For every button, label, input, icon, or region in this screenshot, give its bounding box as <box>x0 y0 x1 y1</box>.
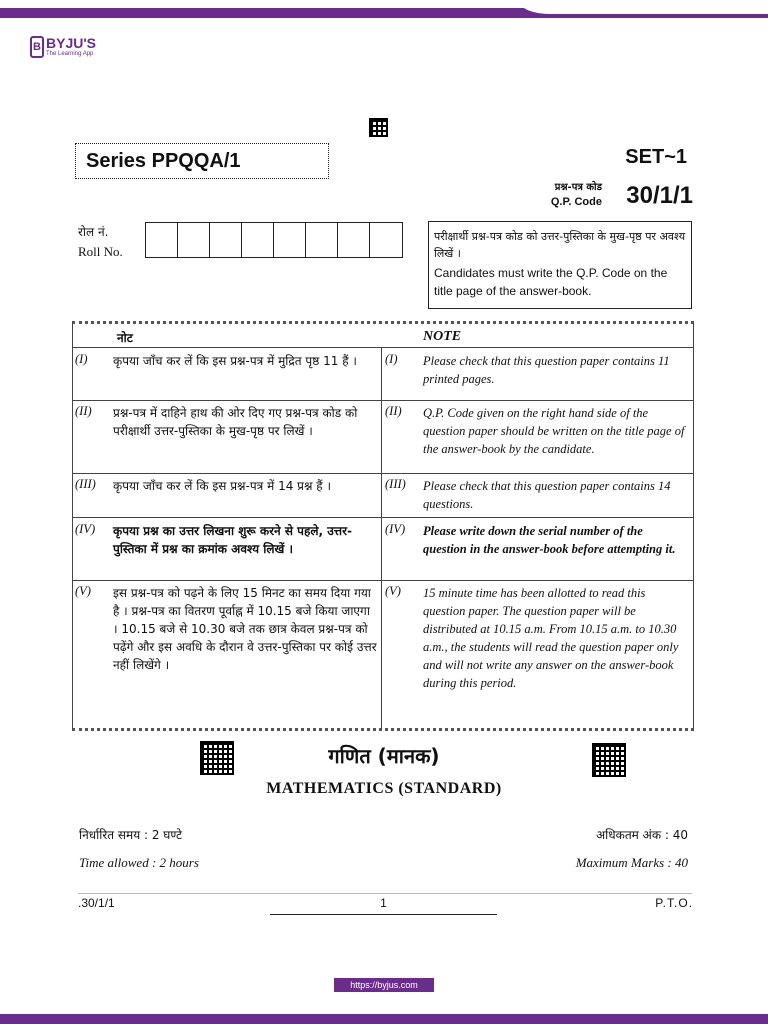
note-english: Please check that this question paper contains 11 printed pages. <box>423 354 670 386</box>
note-num: (IV) <box>75 522 96 536</box>
pto-label: P.T.O. <box>655 896 693 910</box>
roll-label-english: Roll No. <box>78 244 123 259</box>
instruction-hindi: परीक्षार्थी प्रश्न-पत्र कोड को उत्तर-पुस्तिका के मुख-पृष्ठ पर अवश्य लिखें । <box>434 230 686 260</box>
row-divider <box>73 400 693 401</box>
instruction-english: Candidates must write the Q.P. Code on the title page of the answer-book. <box>434 266 668 298</box>
roll-digit-box[interactable] <box>178 223 210 257</box>
note-english: Q.P. Code given on the right hand side of the question paper should be written on the title page of the answer-book by the candidate. <box>423 406 685 456</box>
qr-code-icon <box>369 118 388 137</box>
roll-digit-box[interactable] <box>370 223 402 257</box>
roll-digit-box[interactable] <box>274 223 306 257</box>
note-hindi: इस प्रश्न-पत्र को पढ़ने के लिए 15 मिनट का समय दिया गया है । प्रश्न-पत्र का वितरण पूर्वाह्न में 10.15 बजे किया जाएगा । 10.15 बजे से 10.30 बजे तक छात्र केवल प्रश्न-पत्र को पढ़ेंगे और इस अवधि के दौरान वे उत्तर-पुस्तिका पर कोई उत्तर नहीं लिखेंगे । <box>113 586 377 672</box>
note-num: (IV) <box>385 522 406 536</box>
logo-mark-icon: B <box>30 36 44 58</box>
note-hindi: कृपया जाँच कर लें कि इस प्रश्न-पत्र में 14 प्रश्न हैं । <box>113 479 332 493</box>
roll-label-hindi: रोल नं. <box>78 225 109 239</box>
note-hindi: कृपया जाँच कर लें कि इस प्रश्न-पत्र में मुद्रित पृष्ठ 11 हैं । <box>113 354 357 368</box>
roll-digit-box[interactable] <box>242 223 274 257</box>
row-divider <box>73 580 693 581</box>
qp-code-instruction-box <box>428 221 692 309</box>
qp-code-label-english: Q.P. Code <box>550 196 602 208</box>
set-label: SET~1 <box>625 146 687 168</box>
notes-table <box>72 321 694 731</box>
note-heading-hindi: नोट <box>117 331 133 345</box>
note-hindi: प्रश्न-पत्र में दाहिने हाथ की ओर दिए गए प्रश्न-पत्र कोड को परीक्षार्थी उत्तर-पुस्तिका के मुख-पृष्ठ पर लिखें । <box>113 406 358 438</box>
logo-tagline: The Learning App <box>46 51 94 57</box>
row-divider <box>73 347 693 348</box>
qp-code-label-hindi: प्रश्न-पत्र कोड <box>554 182 602 193</box>
note-hindi: कृपया प्रश्न का उत्तर लिखना शुरू करने से पहले, उत्तर-पुस्तिका में प्रश्न का क्रमांक अवश्य लिखें । <box>113 524 352 556</box>
time-allowed <box>79 822 199 876</box>
top-brand-band <box>0 0 768 20</box>
footer-rule <box>78 893 692 894</box>
roll-number-boxes[interactable] <box>145 222 403 258</box>
time-allowed-hindi: निर्धारित समय : 2 घण्टे <box>79 828 183 842</box>
qp-code-value: 30/1/1 <box>626 182 693 209</box>
subject-title-hindi: गणित (मानक) <box>328 744 440 768</box>
page-number: 1 <box>270 896 497 915</box>
roll-digit-box[interactable] <box>146 223 178 257</box>
logo-brand-name: BYJU'S <box>46 35 97 51</box>
roll-digit-box[interactable] <box>306 223 338 257</box>
maximum-marks-english: Maximum Marks : 40 <box>575 855 688 870</box>
note-num: (I) <box>385 352 398 366</box>
note-english: Please write down the serial number of the question in the answer-book before attempting it. <box>423 524 676 556</box>
note-english: Please check that this question paper contains 14 questions. <box>423 479 671 511</box>
subject-title-english: MATHEMATICS (STANDARD) <box>266 780 502 797</box>
note-num: (II) <box>385 404 402 418</box>
series-label: Series PPQQA/1 <box>75 143 329 179</box>
maximum-marks-hindi: अधिकतम अंक : 40 <box>595 828 688 842</box>
roll-number-label <box>78 222 123 262</box>
note-heading-english: NOTE <box>423 329 462 344</box>
note-num: (V) <box>75 584 91 598</box>
qp-code-label <box>520 180 602 210</box>
byjus-url-link[interactable]: https://byjus.com <box>334 978 434 992</box>
row-divider <box>73 473 693 474</box>
note-num: (I) <box>75 352 88 366</box>
note-num: (III) <box>75 477 96 491</box>
footer-paper-code: .30/1/1 <box>78 896 115 910</box>
row-divider <box>73 517 693 518</box>
note-english: 15 minute time has been allotted to read this question paper. The question paper will be distributed at 10.15 a.m. From 10.15 a.m. to 10.30 a.m., the students will read the question paper only and will not write any answer on the answer-book during this period. <box>423 586 679 690</box>
time-allowed-english: Time allowed : 2 hours <box>79 855 199 870</box>
roll-digit-box[interactable] <box>338 223 370 257</box>
maximum-marks <box>576 822 688 876</box>
byjus-logo <box>30 36 96 58</box>
note-num: (V) <box>385 584 401 598</box>
column-divider <box>381 347 382 730</box>
roll-digit-box[interactable] <box>210 223 242 257</box>
note-num: (II) <box>75 404 92 418</box>
note-num: (III) <box>385 477 406 491</box>
bottom-brand-band <box>0 1014 768 1024</box>
